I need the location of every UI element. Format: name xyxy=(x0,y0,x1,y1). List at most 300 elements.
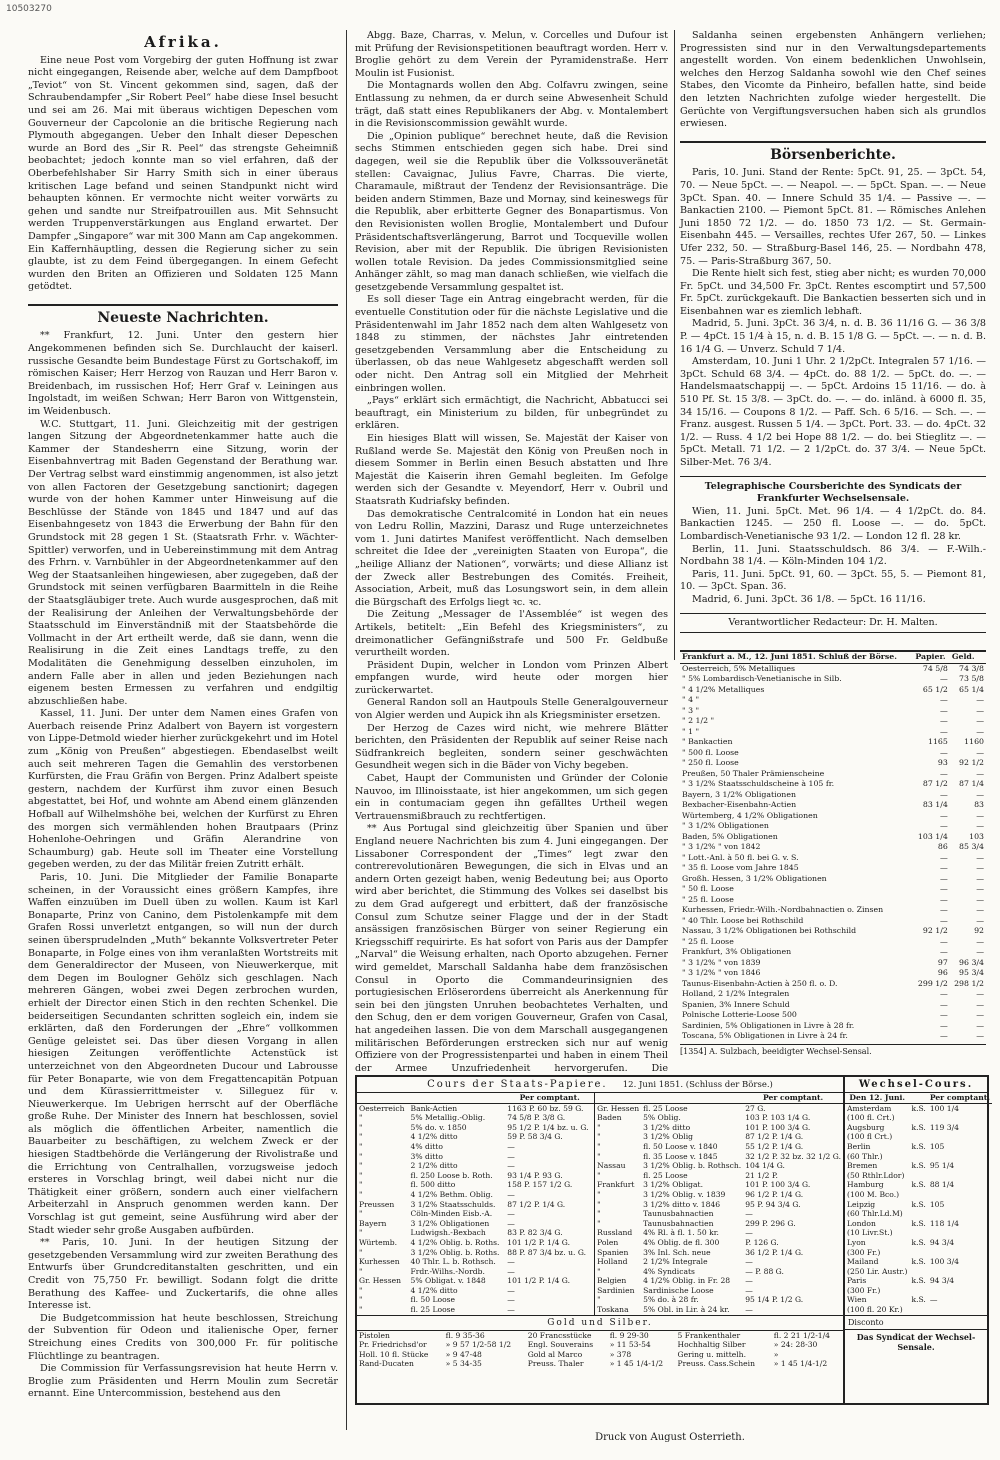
table-row-cell: 93 xyxy=(937,758,948,767)
table-row-cell: 118 1/4 xyxy=(929,1218,959,1228)
table-row-cell: k.S. xyxy=(911,1276,926,1286)
table-row-cell: 1163 P. 60 bz. 59 G. xyxy=(507,1103,584,1113)
table-row-cell: — xyxy=(940,768,948,778)
table-row-cell: k.S. xyxy=(911,1199,926,1209)
table-footer: [1354] A. Sulzbach, beeidigter Wechsel-Sensal. xyxy=(680,1044,986,1056)
table-row-cell: 3 1/2% Oblig. v. 1839 xyxy=(643,1189,726,1199)
heading-boersenberichte: Börsenberichte. xyxy=(680,141,986,162)
table-row-cell: Holland xyxy=(597,1257,628,1267)
table-row-cell: 100 1/4 xyxy=(929,1103,959,1113)
table-row-cell: — xyxy=(940,695,948,704)
table-row-cell: " xyxy=(359,1161,363,1171)
table-row-cell: 298 1/2 xyxy=(954,978,984,988)
table-row-cell: Oesterreich, 5% Metalliques xyxy=(682,663,795,673)
table-row-cell: Baden, 5% Obligationen xyxy=(682,831,778,841)
table-row-cell: Baden xyxy=(597,1113,622,1123)
table-row xyxy=(680,926,986,937)
table-row-cell: — xyxy=(976,1020,984,1030)
table-row-cell: — xyxy=(940,999,948,1009)
table-row-cell: Sardinische Loose xyxy=(643,1285,714,1295)
table-row xyxy=(845,1267,992,1277)
table-row-cell: — xyxy=(745,1305,753,1315)
table-row xyxy=(357,1219,595,1229)
table-row xyxy=(680,811,986,822)
table-row-cell: — xyxy=(940,1010,948,1019)
article-paris-1: Paris, 10. Juni. Die Mitglieder der Familie Bonaparte scheinen, in der Voraussicht eines größern Kampfes, ihre Waffen einzuüben im Duell üben zu wollen. Kaum ist Karl Bonaparte, Prinz von Canino, dem Pistolenkampfe mit dem Grafen Rossi unverletzt entgangen, so will nun der durch seinen übersprudelnden „Muth“ bekannte Volksvertreter Peter Bonaparte, in Folge eines von ihm veranlaßten Wortstreits mit dem Generaldirector der Museen, von Nieuwerkerque, mit dem Degen im Boulogner Gehölz sich geschlagen. Nach mehreren Gängen, wobei zwei Degen zerbrochen wurden, erhielt der Director einen Stich in den rechten Schenkel. Die beiderseitigen Secundanten schritten sogleich ein, indem sie erklärten, daß den Forderungen der „Ehre“ vollkommen Genüge geleistet sei. Das über diesen Vorgang in allen hiesigen Zeitungen veröffentlichte Actenstück ist unterzeichnet von den Abgeordneten Ducour und Labrousse für Peter Bonaparte, wie von dem Fregattencapitän Potpuan und dem Kürassierrittmeister v. Silleguez für v. Nieuwerkerque. Im Uebrigen herrscht auf der Oberfläche große Ruhe. Der Minister des Innern hat beschlossen, soviel als möglich die öffentlichen Arbeiter, namentlich die Bauarbeiter zu beschäftigen, zu welchem Zweck er der hiesigen Stadtbehörde die Verlängerung der Rivolistraße und die Errichtung von Centralhallen, vorzugsweise jedoch ersteres in Vorschlag bringt, weil dabei nicht nur die Thätigkeit einer größern, sondern auch einer vielfachern Arbeiterzahl in Anspruch genommen werden kann. Der Vorschlag ist gut gemeint, seine Ausführung wird aber der Stadt wieder sehr große Ausgaben aufbürden. xyxy=(28,872,338,1236)
table-row-cell xyxy=(928,1113,992,1123)
table-row-cell: fl. 500 ditto xyxy=(410,1180,456,1190)
per-comptant-header: Per comptant. xyxy=(929,1093,990,1102)
table-row xyxy=(680,695,986,706)
table-row-cell: Taunus-Eisenbahn-Actien à 250 fl. o. D. xyxy=(682,978,838,988)
table-row-cell: " xyxy=(597,1218,601,1228)
table-row-cell: (100 M. Bco.) xyxy=(847,1189,900,1199)
table-row-cell: (250 Lir. Austr.) xyxy=(847,1266,908,1276)
article-afrika: Eine neue Post vom Vorgebirg der guten Hoffnung ist zwar nicht eingegangen, Reisende aber, welche auf dem Dampfboot „Teviot“ von St. Vincent gekommen sind, sagen, daß der Schraubendampfer „Sir Robert Peel“ habe diese Insel besucht und sei am 26. Mai mit überaus wichtigen Depeschen vom Gouverneur der Capcolonie an die britische Regierung nach Plymouth abgegangen. Ueber den Inhalt dieser Depeschen wurde an Bord des „Sir R. Peel“ das strengste Geheimniß beobachtet; jedoch konnte man so viel erfahren, daß der Oberbefehlshaber Sir Harry Smith sich in einer überaus kritischen Lage befand und seinen Standpunkt nicht wird behaupten können. Er vermochte nicht weiter vorwärts zu gehen und sandte nur Streifpatrouillen aus. Mit Sehnsucht werden Truppenverstärkungen aus England erwartet. Der Dampfer „Singapore“ war mit 300 Mann am Cap angekommen. Ein Kaffernhäuptling, dessen die Regierung sicher zu sein glaubte, ist zu dem Feind übergegangen. In einem Gefecht wurden den Briten an Offizieren und Soldaten 125 Mann getödtet. xyxy=(28,54,338,293)
table-row xyxy=(357,1132,595,1142)
table-row xyxy=(680,1010,986,1021)
table-row-cell: " xyxy=(359,1132,363,1142)
table-row-cell: 94 3/4 xyxy=(929,1276,955,1286)
table-row-cell: " xyxy=(597,1295,601,1305)
table-row-cell: " 4 1/2% Metalliques xyxy=(682,684,765,694)
table-row-cell: Holl. 10 fl. Stücke xyxy=(359,1349,429,1359)
table-row xyxy=(845,1209,992,1219)
table-row xyxy=(845,1132,992,1142)
table-row-cell: Sardinien, 5% Obligationen in Livre à 28 fr. xyxy=(682,1020,855,1030)
table-row-cell: — xyxy=(976,768,984,778)
table-row xyxy=(845,1103,992,1113)
table-row xyxy=(357,1305,595,1315)
table-row-cell: — xyxy=(940,915,948,925)
article-text: Die „Opinion publique“ berechnet heute, daß die Revision sechs Stimmen entschieden gegen sich habe. Drei sind dagegen, weil sie die Republik über die Volkssouveränetät stellen: Cavaignac, Julius Favre, Charras. Die vierte, Charamaule, mißtraut der Tendenz der Revisionsanträge. Die beiden andern Stimmen, Baze und Mornay, sind keineswegs für die Republik, aber erbitterte Gegner des Bonapartismus. Von den Revisionisten wollen Broglie, Montalembert und Dufour Präsidentschaftsverlängerung, Barrot und Tocqueville wollen Revision, aber mit der Republik. Die übrigen Revisionisten wollen totale Revision. Da jedes Commissionsmitglied seine Anhänger zählt, so mag man danach schließen, wie vielfach die gesetzgebende Versammlung gespaltet ist. xyxy=(355,130,668,293)
wechsel-date: Den 12. Juni. xyxy=(845,1093,909,1103)
table-row-cell: 95 P. 94 3/4 G. xyxy=(745,1199,801,1209)
table-row-cell: 3 1/2% Obligationen xyxy=(410,1218,490,1228)
table-row-cell: — xyxy=(507,1266,515,1276)
table-row-cell: fl. 25 Loose xyxy=(643,1103,688,1113)
table-row-cell: fl. 35 Loose v. 1845 xyxy=(643,1151,718,1161)
table-row xyxy=(357,1228,595,1238)
table-row-cell: 92 1/2 xyxy=(959,758,984,767)
table-row-cell: Frankfurt, 3% Obligationen xyxy=(682,947,792,956)
table-row-cell: Ludwigsh.-Bexbach xyxy=(410,1228,486,1238)
table-row-cell: k.S. xyxy=(911,1103,926,1113)
table-row-cell: 3 1/2% Staatsschulds. xyxy=(410,1199,496,1209)
table-row-cell: " xyxy=(359,1266,363,1276)
table-row-cell: Nassau, 3 1/2% Obligationen bei Rothschild xyxy=(682,926,857,935)
table-row-cell: — xyxy=(976,999,984,1009)
table-row xyxy=(680,832,986,843)
table-row-cell: — xyxy=(940,873,948,883)
table-row-cell xyxy=(928,1267,992,1277)
table-row xyxy=(680,737,986,748)
table-row-cell: 4 1/2% Oblig. in Fr. 28 xyxy=(643,1276,731,1286)
table-row-cell: Rand-Ducaten xyxy=(359,1359,414,1369)
table-row-cell: — xyxy=(929,1295,938,1305)
table-row-cell: 3 1/2% Oblig. b. Roths. xyxy=(410,1247,500,1257)
article-text: Der Herzog de Cazes wird nicht, wie mehrere Blätter berichten, den Präsidenten der Republik auf seiner Reise nach Südfrankreich begleiten, sondern seiner geschwächten Gesundheit wegen sich in die Bäder von Vichy begeben. xyxy=(355,722,668,772)
table-row xyxy=(680,821,986,832)
table-row-cell xyxy=(909,1171,927,1181)
table-row-cell: " Lott.-Anl. à 50 fl. bei G. v. S. xyxy=(682,852,799,862)
table-row xyxy=(595,1286,843,1296)
editor-line: Verantwortlicher Redacteur: Dr. H. Malten. xyxy=(680,613,986,634)
table-row xyxy=(595,1248,843,1258)
table-row-cell: " 4 " xyxy=(682,695,700,704)
table-row-cell: Toskana xyxy=(597,1305,629,1315)
table-row-cell: 105 xyxy=(929,1141,945,1151)
table-row xyxy=(595,1161,843,1171)
table-row-cell xyxy=(909,1190,927,1200)
table-row-cell: — xyxy=(976,936,984,946)
article-text: Saldanha seinen ergebensten Anhängern verliehen; Progressisten sind nur in den Verwaltungsdepartements angestellt worden. Von einem bedenklichen Unwohlsein, welches den Herzog Saldanha sowohl wie den Chef seines Stabes, den Vicomte da Pinheiro, befallen hatte, sind beide den letzten Nachrichten zufolge wieder hergestellt. Die Gerüchte von Vergiftungsversuchen haben sich als grundlos erwiesen. xyxy=(680,30,986,130)
table-row-cell: — xyxy=(507,1141,515,1151)
table-row xyxy=(357,1113,595,1123)
table-title: Frankfurt a. M., 12. Juni 1851. Schluß der Börse. xyxy=(682,652,897,661)
table-row-cell: » 1 45 1/4-1/2 xyxy=(609,1359,664,1369)
table-row xyxy=(680,716,986,727)
article-commission: Die Commission für Verfassungsrevision hat heute Herrn v. Broglie zum Präsidenten und Herrn Moulin zum Secretär ernannt. Eine Untercommission, bestehend aus den xyxy=(28,1363,338,1400)
table-row-cell: Sardinien xyxy=(597,1285,635,1295)
article-text: Die Zeitung „Messager de l'Assemblée“ ist wegen des Artikels, betitelt: „Ein Befehl des Kriegsministers“, zu dreimonatlicher Gefängnißstrafe und 500 Fr. Geldbuße verurtheilt worden. xyxy=(355,609,668,659)
table-row-cell: — xyxy=(507,1285,515,1295)
table-row xyxy=(680,842,986,853)
table-row xyxy=(680,674,986,685)
table-row-cell: (100 fl. 20 Kr.) xyxy=(847,1305,903,1315)
table-row-cell: 40 Thlr. L. b. Rothsch. xyxy=(410,1257,496,1267)
table-row xyxy=(680,874,986,885)
table-row-cell: Preussen xyxy=(359,1199,395,1209)
table-row xyxy=(595,1228,843,1238)
table-row xyxy=(680,1031,986,1042)
table-row-cell: " 35 fl. Loose vom Jahre 1845 xyxy=(682,863,799,872)
article-kassel: Kassel, 11. Juni. Der unter dem Namen eines Grafen von Auerbach reisende Prinz Adalbert von Bayern ist vorgestern von Lippe-Detmold wieder hierher zurückgekehrt und im Hotel zum „König von Preußen“ abgestiegen. Ebendaselbst weilt auch seit mehreren Tagen die Gemahlin des verstorbenen Kurfürsten, die Frau Gräfin von Bergen. Prinz Adalbert speiste gestern, nachdem der Kurfürst ihm zuvor einen Besuch abgestattet, bei Hof, und wohnte am Abend einem glänzenden Hofball auf Wilhelmshöhe bei, welchen der Kurfürst zu Ehren des morgen sich vermählenden hohen Brautpaars (Prinz Hohenlohe-Oehringen und Gräfin Alerandrine von Schaumburg) gab. Heute soll im Theater eine Vorstellung gegeben werden, zu der das Militär freien Zutritt erhält. xyxy=(28,708,338,871)
table-row-cell: " xyxy=(359,1170,363,1180)
table-row-cell: " 1 " xyxy=(682,726,700,736)
table-row-cell: — xyxy=(976,884,984,893)
table-row-cell: 92 xyxy=(974,926,984,935)
article-text: Das demokratische Centralcomité in London hat ein neues von Ledru Rollin, Mazzini, Darasz und Ruge unterzeichnetes vom 1. Juni datirtes Manifest veröffentlicht. Nach demselben schreitet die Idee der „vereinigten Staaten von Europa“, die „heilige Allianz der Nationen“, vorwärts; und diese Allianz ist der Zweck aller Bestrebungen des Comités. Freiheit, Association, Arbeit, muß das Losungswort sein, in dem allein die Bürgschaft des Erfolgs liegt ꝛc. ꝛc. xyxy=(355,508,668,608)
table-row-cell: — xyxy=(507,1218,515,1228)
table-row-cell: — xyxy=(940,726,948,736)
table-row-cell: Polen xyxy=(597,1237,619,1247)
table-row-cell: fl. 250 Loose b. Roth. xyxy=(410,1170,493,1180)
table-row-cell: " 3 1/2% " von 1842 xyxy=(682,842,761,851)
table-row xyxy=(680,1021,986,1032)
table-row xyxy=(845,1161,992,1171)
table-row xyxy=(595,1113,843,1123)
column-divider xyxy=(346,30,347,1430)
table-row-cell: " xyxy=(359,1295,363,1305)
table-row-cell: » 5 34-35 xyxy=(445,1359,482,1369)
table-row-cell: — xyxy=(940,747,948,757)
wechsel-table xyxy=(845,1093,992,1315)
table-row xyxy=(357,1276,595,1286)
table-row-cell: 65 1/4 xyxy=(959,684,984,694)
table-row-cell: Taunusbahnactien xyxy=(643,1218,714,1228)
table-row-cell: 3 1/2% ditto xyxy=(643,1122,691,1132)
table-row-cell: 93 1/4 P. 93 G. xyxy=(507,1170,563,1180)
table-row-cell xyxy=(928,1305,992,1315)
table-row-cell: Taunusbahnactien xyxy=(643,1209,714,1219)
table-row-cell: Belgien xyxy=(597,1276,627,1286)
table-row xyxy=(357,1171,595,1181)
table-row-cell: Nassau xyxy=(597,1161,626,1171)
table-row-cell: — xyxy=(976,947,984,956)
table-row xyxy=(595,1142,843,1152)
table-row-cell: 87 1/2 P. 1/4 G. xyxy=(507,1199,566,1209)
table-row-cell: " 3 1/2% Staatsschuldscheine à 105 fr. xyxy=(682,779,835,788)
table-row-cell: 20 Francsstücke xyxy=(527,1330,592,1340)
table-row-cell: " xyxy=(597,1199,601,1209)
table-row-cell: 5% Oblig. xyxy=(643,1113,681,1123)
table-row-cell: (100 fl Crt.) xyxy=(847,1132,893,1142)
table-row-cell: — xyxy=(976,747,984,757)
table-row-cell: " 40 Thlr. Loose bei Rothschild xyxy=(682,915,804,925)
table-row-cell: — xyxy=(976,863,984,872)
table-row-cell: 105 xyxy=(929,1199,945,1209)
table-row-cell: 3% ditto xyxy=(410,1151,443,1161)
table-row-cell xyxy=(909,1305,927,1315)
table-row xyxy=(357,1200,595,1210)
table-row-cell: " xyxy=(359,1228,363,1238)
table-row-cell: 299 P. 296 G. xyxy=(745,1218,796,1228)
table-row-cell: — xyxy=(507,1257,515,1267)
table-row-cell: — xyxy=(940,716,948,725)
table-row-cell: — xyxy=(976,821,984,830)
table-row-cell: " 25 fl. Loose xyxy=(682,936,734,946)
table-row-cell: — xyxy=(507,1151,515,1161)
staats-title: Cours der Staats-Papiere. xyxy=(427,1079,608,1090)
table-row xyxy=(595,1180,843,1190)
table-row-cell: — xyxy=(745,1257,753,1267)
table-row-cell: Kurhessen xyxy=(359,1257,400,1267)
table-row-cell: 4 1/2% ditto xyxy=(410,1285,458,1295)
table-row-cell: 5% Metallig.-Oblig. xyxy=(410,1113,486,1123)
table-row-cell: " xyxy=(597,1141,601,1151)
table-row xyxy=(595,1171,843,1181)
table-row-cell: 100 3/4 xyxy=(929,1257,959,1267)
report-madrid: Madrid, 5. Juni. 3pCt. 36 3/4, n. d. B. 36 11/16 G. — 36 3/8 P. — 4pCt. 15 1/4 à 15, n. d. B. 15 1/8 G. — 5pCt. —. — n. d. B. 16 1/4 G. — Unverz. Schuld 7 1/4. xyxy=(680,318,986,355)
table-row-cell: 65 1/2 xyxy=(922,684,948,694)
table-row-cell: 4 1/2% ditto xyxy=(410,1132,458,1142)
table-row-cell: Wien xyxy=(847,1295,867,1305)
table-row-cell: (300 Fr.) xyxy=(847,1285,881,1295)
table-row-cell: (50 Rthlr.Ldor) xyxy=(847,1170,905,1180)
table-row-cell xyxy=(928,1190,992,1200)
table-row-cell: Hamburg xyxy=(847,1180,884,1190)
table-row-cell: " Bankactien xyxy=(682,737,733,746)
table-row-cell xyxy=(909,1286,927,1296)
table-row-cell: — xyxy=(976,1031,984,1040)
table-row-cell xyxy=(909,1209,927,1219)
table-row-cell: — xyxy=(976,894,984,904)
column-1 xyxy=(28,30,338,1400)
table-row-cell: 158 P. 157 1/2 G. xyxy=(507,1180,573,1190)
table-row xyxy=(680,884,986,895)
table-row-cell: " 3 " xyxy=(682,705,700,715)
table-row xyxy=(595,1276,843,1286)
table-row xyxy=(680,758,986,769)
table-row-cell: — xyxy=(940,936,948,946)
table-row-cell: — xyxy=(976,716,984,725)
table-row-cell: 21 1/2 P. xyxy=(745,1170,778,1180)
table-row-cell: " 3 1/2% Obligationen xyxy=(682,821,769,830)
table-row-cell: 95 1/4 P. 1/2 G. xyxy=(745,1295,804,1305)
table-row-cell: — P. 88 G. xyxy=(745,1266,784,1276)
table-row-cell: 74 3/8 xyxy=(959,663,984,673)
table-row-cell: k.S. xyxy=(911,1218,926,1228)
gold-table xyxy=(357,1331,843,1369)
table-row-cell: Berlin xyxy=(847,1141,871,1151)
table-row-cell: 3 1/2% ditto v. 1846 xyxy=(643,1199,721,1209)
table-row-cell: Engl. Souverains xyxy=(527,1340,594,1350)
table-row-cell: " xyxy=(597,1170,601,1180)
table-row-cell: 299 1/2 xyxy=(917,978,948,988)
table-row-cell: Frankfurt xyxy=(597,1180,635,1190)
telegraph-madrid: Madrid, 6. Juni. 3pCt. 36 1/8. — 5pCt. 16 11/16. xyxy=(692,593,926,605)
table-row-cell: " 2 1/2 " xyxy=(682,716,715,725)
table-row-cell: " xyxy=(597,1132,601,1142)
table-row-cell: Würtemberg, 4 1/2% Obligationen xyxy=(682,810,818,820)
table-row-cell: — xyxy=(507,1209,515,1219)
table-row-cell: Augsburg xyxy=(847,1122,885,1132)
report-paris: Paris, 10. Juni. Stand der Rente: 5pCt. 91, 25. — 3pCt. 54, 70. — Neue 5pCt. —. — Neapol. —. — 5pCt. Span. —. — Neue 3pCt. Span. 40. — Innere Schuld 35 1/4. — Passive —. — Bankactien 2100. — Piemont 5pCt. 81. — Römisches Anlehen Juni 1850 72 1/2. — do. 1850 73 1/2. — St. Germain-Eisenbahn 445. — Versailles, rechtes Ufer 267, 50. — Linkes Ufer 232, 50. — Straßburg-Basel 146, 25. — Nordbahn 478, 75. — Paris-Straßburg 367, 50. xyxy=(680,167,986,267)
table-row-cell: 86 xyxy=(937,842,948,851)
table-row-cell: 119 3/4 xyxy=(929,1122,959,1132)
table-row-cell: " xyxy=(359,1285,363,1295)
table-row-cell: — xyxy=(940,810,948,820)
table-row xyxy=(595,1132,843,1142)
table-row-cell: " xyxy=(359,1141,363,1151)
table-row-cell: 92 1/2 xyxy=(922,926,948,935)
article-text: Die Montagnards wollen den Abg. Colfavru zwingen, seine Entlassung zu nehmen, da er durch seine Abwesenheit Schuld trägt, daß statt eines Republikaners der Abg. v. Montalembert in die Revisionscommission gewählt wurde. xyxy=(355,80,668,130)
table-row-cell: 103 1/4 xyxy=(917,831,948,841)
table-row xyxy=(595,1209,843,1219)
table-row-cell: — xyxy=(507,1295,515,1305)
table-row xyxy=(845,1228,992,1238)
table-row xyxy=(357,1123,595,1133)
table-row-cell: " 5% Lombardisch-Venetianische in Silb. xyxy=(682,674,842,683)
table-row-cell: Gr. Hessen xyxy=(359,1276,401,1286)
table-row-cell: k.S. xyxy=(911,1161,926,1171)
table-row-cell: 2 1/2% ditto xyxy=(410,1161,458,1171)
article-text: „Pays“ erklärt sich ermächtigt, die Nachricht, Abbatucci sei beauftragt, ein Ministerium zu bilden, für unbegründet zu erklären. xyxy=(355,395,668,432)
table-row xyxy=(595,1123,843,1133)
article-text: Cabet, Haupt der Communisten und Gründer der Colonie Nauvoo, im Illinoisstaate, ist hier angekommen, um sich gegen ein in contumaciam gegen ihn gefälltes Urtheil wegen Vertrauensmißbrauch zu rechtfertigen. xyxy=(355,773,668,822)
table-row xyxy=(845,1257,992,1267)
table-row-cell: — xyxy=(976,915,984,925)
table-row xyxy=(595,1103,843,1113)
report-amsterdam: Amsterdam, 10. Juni 1 Uhr. 2 1/2pCt. Integralen 57 1/16. — 3pCt. Schuld 68 3/4. — 4pCt. do. 88 1/2. — 5pCt. do. —. — Handelsmaatschappij —. — 5pCt. Ardoins 15 11/16. — do. à 510 Pf. St. 15 3/8. — 3pCt. do. —. — do. inländ. à 6000 fl. 35, 34 15/16. — Coupons 8 1/2. — Paff. Sch. 6 5/16. — Sch. —. — Franz. ausgest. Russen 5 1/4. — 3pCt. Port. 33. — do. 4pCt. 32 1/2. — Russ. 4 1/2 bei Hope 88 1/2. — do. bei Stieglitz —. — 5pCt. Metall. 71 1/2. — 2 1/2pCt. do. 37 3/4. — Neue 5pCt. Silber-Met. 76 3/4. xyxy=(680,356,986,468)
table-row-cell: k.S. xyxy=(911,1122,926,1132)
table-row xyxy=(357,1257,595,1267)
table-row-cell: " 25 fl. Loose xyxy=(682,894,734,904)
telegraph-berlin: Berlin, 11. Juni. Staatsschuldsch. 86 3/4. — F.-Wilh.-Nordbahn 38 1/4. — Köln-Minden 104 1/2. xyxy=(680,543,986,568)
table-row-cell: Kurhessen, Friedr.-Wilh.-Nordbahnactien o. Zinsen xyxy=(682,905,884,914)
heading-afrika: Afrika. xyxy=(144,33,222,51)
table-row-cell: 4% ditto xyxy=(410,1141,443,1151)
table-row xyxy=(595,1305,843,1315)
table-row xyxy=(357,1209,595,1219)
table-row-cell: » 9 47-48 xyxy=(445,1349,482,1359)
table-row-cell: Amsterdam xyxy=(847,1103,892,1113)
table-row xyxy=(680,727,986,738)
table-row-cell: Preuss. Cass.Schein xyxy=(677,1359,755,1369)
table-row-cell: 97 xyxy=(937,957,948,967)
table-row-cell: — xyxy=(940,852,948,862)
table-row xyxy=(845,1113,992,1123)
table-row-cell: — xyxy=(507,1189,515,1199)
table-row-cell: » 378 xyxy=(609,1349,632,1359)
table-row xyxy=(680,748,986,759)
article-text: Ein hiesiges Blatt will wissen, Se. Majestät der Kaiser von Rußland werde Se. Majestät den König von Preußen noch in diesem Sommer in Berlin einen Besuch abstatten und Ihre Majestät die Kaiserin ihren Gemahl begleiten. Im Gefolge werden sich der Gesandte v. Meyendorf, Herr v. Oubril und Staatsrath Kudriafsky befinden. xyxy=(355,433,668,507)
table-row-cell: » 9 57 1/2-58 1/2 xyxy=(445,1340,512,1350)
table-row-cell: 5% Obl. in Lir. à 24 kr. xyxy=(643,1305,730,1315)
table-row-cell: Oesterreich xyxy=(359,1103,405,1113)
table-row-cell: 5 Frankenthaler xyxy=(677,1330,741,1340)
table-row-cell: " xyxy=(359,1122,363,1132)
table-row-cell xyxy=(928,1228,992,1238)
table-row xyxy=(845,1248,992,1258)
table-row-cell: 101 1/2 P. 1/4 G. xyxy=(507,1237,571,1247)
table-row-cell: " xyxy=(359,1189,363,1199)
table-row xyxy=(357,1248,595,1258)
table-row-cell: Großh. Hessen, 3 1/2% Obligationen xyxy=(682,873,827,883)
per-comptant-header: Per comptant. xyxy=(505,1093,594,1103)
table-row xyxy=(680,800,986,811)
table-row-cell: Frdr.-Wilhs.-Nordb. xyxy=(410,1266,485,1276)
table-row-cell: " xyxy=(359,1180,363,1190)
table-row-cell: 74 5/8 xyxy=(922,663,948,673)
table-row-cell: 3 1/2% Obligat. xyxy=(643,1180,703,1190)
table-row-cell: k.S. xyxy=(911,1237,926,1247)
header-geld: Geld. xyxy=(951,652,975,661)
table-row-cell: 94 3/4 xyxy=(929,1237,955,1247)
table-row-cell: — xyxy=(976,695,984,704)
table-row-cell: 83 P. 82 3/4 G. xyxy=(507,1228,563,1238)
table-row-cell: fl. 25 Loose xyxy=(643,1170,688,1180)
table-row-cell: — xyxy=(940,989,948,998)
table-row xyxy=(680,947,986,958)
table-row xyxy=(845,1305,992,1315)
staats-title-bar xyxy=(357,1077,843,1093)
table-row-cell: — xyxy=(940,894,948,904)
table-row xyxy=(680,937,986,948)
table-row-cell: fl. 9 35-36 xyxy=(445,1330,485,1340)
table-row-cell: » 24: 28-30 xyxy=(773,1340,818,1350)
table-row-cell: 32 1/2 P. 32 bz. 32 1/2 G. xyxy=(745,1151,841,1161)
table-row-cell: — xyxy=(940,1020,948,1030)
table-row-cell: Bexbacher-Eisenbahn-Actien xyxy=(682,800,797,809)
table-row-cell: k.S. xyxy=(911,1257,926,1267)
table-row xyxy=(680,685,986,696)
table-row-cell: 4% Rl. à fl. 1. 50 kr. xyxy=(643,1228,719,1238)
table-row-cell: — xyxy=(976,1010,984,1019)
article-stuttgart: W.C. Stuttgart, 11. Juni. Gleichzeitig mit der gestrigen langen Sitzung der Abgeordnetenkammer hatte auch die Kammer der Standesherrn eine Sitzung, worin der Eisenbahnvertrag mit Baden Gegenstand der Berathung war. Der Vertrag selbst ward einstimmig angenommen, ist also jetzt von allen Factoren der Gesetzgebung sanctionirt; dagegen wurde von der hohen Kammer unter Hinweisung auf die Beschlüsse der Stände von 1845 und 1847 und auf das Eisenbahngesetz von 1843 die Erwerbung der Bahn für den Grundstock mit 28 gegen 1 St. (Staatsrath Frhr. v. Wächter-Spittler) verworfen, und in Uebereinstimmung mit dem Antrag des Frhrn. v. Varnbühler in der Abgeordnetenkammer auf den Weg der Staatsanleihen hingewiesen, aber zugegeben, daß der Grundstock mit seinen verfügbaren Baarmitteln in die Reihe der Staatsgläubiger trete. Auch wurde ausgesprochen, daß mit der Realisirung der Anleihen der Verwaltungsbehörde der Staatsschuld im Einverständniß mit der Staatsbehörde die Vollmacht in der Art ertheilt werde, daß sie dann, wenn die Realisirung in die Zeit eines Landtags treffe, zu den Modalitäten die Genehmigung desselben einzuholen, im andern Falle aber in allen und jeden Beziehungen nach eigenem besten Ermessen zu verfahren und endgiltig abzuschließen habe. xyxy=(28,418,338,707)
table-row-cell: 101 P. 100 3/4 G. xyxy=(745,1122,811,1132)
table-row-cell: 95 3/4 xyxy=(959,968,984,977)
telegraph-paris: Paris, 11. Juni. 5pCt. 91, 60. — 3pCt. 55, 5. — Piemont 81, 10. — 3pCt. Span. 36. xyxy=(680,568,986,593)
table-row-cell: k.S. xyxy=(911,1141,926,1151)
table-row-cell: 87 1/2 xyxy=(922,779,948,788)
table-row-cell: Mailand xyxy=(847,1257,879,1267)
table-row-cell: 3 1/2% Oblig. b. Rothsch. xyxy=(643,1161,742,1171)
table-row-cell: 101 1/2 P. 1/4 G. xyxy=(507,1276,571,1286)
article-portugal: ** Aus Portugal sind gleichzeitig über Spanien und über England neuere Nachrichten bis zum 4. Juni eingegangen. Der Lissaboner Correspondent der „Times“ legt zwar den contrerevolutionären Bewegungen, die sich in Elvas und an andern Orten gezeigt haben, wenig Bedeutung bei; aus Oporto wird aber berichtet, die Stimmung des Volkes sei daselbst bis zu dem Grad aufgeregt und erbittert, daß der französische Consul zum Schutze seiner Flagge und der in der Stadt ansässigen französischen Bürger von seiner Regierung ein Kriegsschiff requirirte. Es hat sofort von Paris aus der Dampfer „Narval“ die Weisung erhalten, nach Oporto abzugehen. Ferner wird gemeldet, Marschall Saldanha habe dem französischen Consul in Oporto die Commandeurinsignien des portugiesischen Erlöserordens überreicht als Anerkennung für sein bei den jüngsten Unruhen beobachtetes Verhalten, und den Schug, den er dem vorigen Gouverneur, Grafen von Casal, hat angedeihen lassen. Die von dem Marschall ausgegangenen militärischen Beförderungen erstrecken sich nur auf wenig Offiziere von der Progressistenpartei und haben in einem Theil der Armee Unzufriedenheit hervorgerufen. Die xyxy=(355,823,668,1074)
table-row xyxy=(680,958,986,969)
